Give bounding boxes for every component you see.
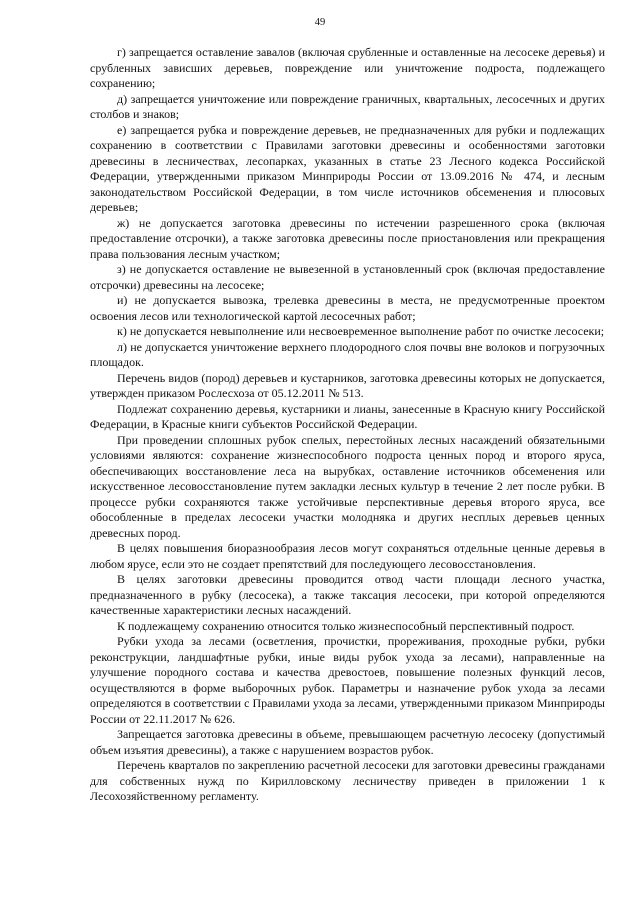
paragraph-quarters-list: Перечень кварталов по закреплению расчетной лесосеки для заготовки древесины гражданами для собственных нужд по Кирилловскому лесничеству приведен в приложении 1 к Лесохозяйственному регламенту.: [90, 758, 605, 803]
paragraph-item-z: з) не допускается оставление не вывезенной в установленный срок (включая предоставление отсрочки) древесины на лесосеке;: [90, 262, 605, 292]
paragraph-undergrowth: К подлежащему сохранению относится только жизнеспособный перспективный подрост.: [117, 618, 575, 633]
paragraph-biodiversity: В целях повышения биоразнообразия лесов могут сохраняться отдельные ценные деревья в любом ярусе, если это не создает препятствий для последующего лесовосстановления.: [90, 541, 605, 571]
paragraph-item-i: и) не допускается вывозка, трелевка древесины в места, не предусмотренные проектом освоения лесов или технологической картой лесосечных работ;: [90, 293, 605, 323]
paragraph-item-zh: ж) не допускается заготовка древесины по истечении разрешенного срока (включая предоставление отсрочки), а также заготовка древесины после приостановления или прекращения права пользования лесным участком;: [90, 215, 605, 261]
paragraph-red-book: Подлежат сохранению деревья, кустарники и лианы, занесенные в Красную книгу Российской Федерации, в Красные книги субъектов Российской Федерации.: [90, 401, 605, 431]
document-body: [90, 45, 605, 805]
paragraph-volume-limit: Запрещается заготовка древесины в объеме, превышающем расчетную лесосеку (допустимый объем изъятия древесины), а также с нарушением возрастов рубок.: [90, 727, 605, 757]
paragraph-allotment: В целях заготовки древесины проводится отвод части площади лесного участка, предназначенного в рубку (лесосека), а также таксация лесосеки, при которой определяются качественные характеристики лесных насаждений.: [90, 572, 605, 617]
paragraph-item-l: л) не допускается уничтожение верхнего плодородного слоя почвы вне волоков и погрузочных площадок.: [90, 339, 605, 369]
paragraph-item-k: к) не допускается невыполнение или несвоевременное выполнение работ по очистке лесосеки;: [117, 324, 605, 338]
paragraph-clear-cutting: При проведении сплошных рубок спелых, перестойных лесных насаждений обязательными условиями являются: сохранение жизнеспособного подроста ценных пород и второго яруса, обеспечивающих восстановление леса на вырубках, оставление источников обсеменения или искусственное лесовосстановление путем закладки лесных культур в течение 2 лет после рубки. В процессе рубки сохраняются также устойчивые перспективные деревья второго яруса, все обособленные в пределах лесосеки участки молодняка и других несплых деревьев ценных древесных пород.: [90, 432, 605, 540]
paragraph-thinning: Рубки ухода за лесами (осветления, прочистки, прореживания, проходные рубки, рубки реконструкции, ландшафтные рубки, иные виды рубок ухода за лесами), направленные на улучшение породного состава и качества древостоев, повышение полезных функций лесов, осуществляются в форме выборочных рубок. Параметры и назначение рубок ухода за лесами определяются в соответствии с Правилами ухода за лесами, утвержденными приказом Минприроды России от 22.11.2017 № 626.: [90, 634, 605, 726]
paragraph-prohibited-species: Перечень видов (пород) деревьев и кустарников, заготовка древесины которых не допускается, утвержден приказом Рослесхоза от 05.12.2011 № 513.: [90, 370, 605, 400]
paragraph-item-g: г) запрещается оставление завалов (включая срубленные и оставленные на лесосеке деревья) и срубленных зависших деревьев, повреждение или уничтожение подроста, подлежащего сохранению;: [90, 45, 605, 90]
paragraph-item-e: е) запрещается рубка и повреждение деревьев, не предназначенных для рубки и подлежащих сохранению в соответствии с Правилами заготовки древесины и особенностями заготовки древесины в лесничествах, лесопарках, указанных в статье 23 Лесного кодекса Российской Федерации, утвержденными приказом Минприроды России от 13.09.2016 № 474, и лесным законодательством Российской Федерации, в том числе источников обсеменения и плюсовых деревьев;: [90, 122, 605, 214]
paragraph-item-d: д) запрещается уничтожение или повреждение граничных, квартальных, лесосечных и других столбов и знаков;: [90, 91, 605, 121]
page-number: 49: [314, 17, 326, 28]
